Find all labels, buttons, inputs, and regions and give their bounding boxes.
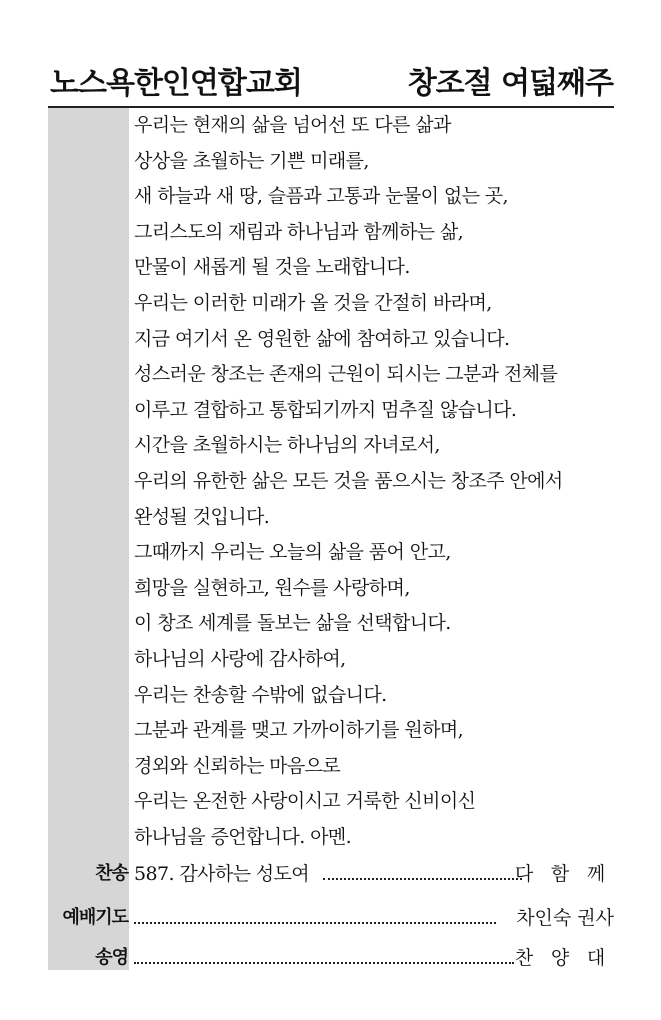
label-column-band bbox=[48, 108, 129, 970]
church-name: 노스욕한인연합교회 bbox=[50, 66, 302, 101]
litany-line: 시간을 초월하시는 하나님의 자녀로서, bbox=[134, 434, 440, 457]
hymn-leader: 다 함 께 bbox=[514, 863, 606, 885]
choir-leader: 찬 양 대 bbox=[514, 947, 606, 969]
order-item-choir bbox=[48, 940, 614, 976]
dot-leader bbox=[134, 962, 514, 964]
litany-line: 우리는 현재의 삶을 넘어선 또 다른 삶과 bbox=[134, 114, 451, 136]
prayer-label: 예배기도 bbox=[62, 907, 128, 928]
choir-label: 송영 bbox=[95, 947, 128, 968]
litany-line: 만물이 새롭게 될 것을 노래합니다. bbox=[134, 256, 410, 279]
order-item-hymn bbox=[48, 856, 614, 892]
litany-line: 희망을 실현하고, 원수를 사랑하며, bbox=[134, 576, 410, 599]
hymn-title: 587. 감사하는 성도여 bbox=[134, 863, 310, 885]
litany-line: 상상을 초월하는 기쁜 미래를, bbox=[134, 149, 369, 172]
litany-line: 우리는 이러한 미래가 올 것을 간절히 바라며, bbox=[134, 291, 492, 314]
litany-line: 새 하늘과 새 땅, 슬픔과 고통과 눈물이 없는 곳, bbox=[134, 185, 508, 208]
litany-line: 경외와 신뢰하는 마음으로 bbox=[134, 754, 341, 777]
litany-line: 우리는 온전한 사랑이시고 거룩한 신비이신 bbox=[134, 790, 476, 813]
liturgical-week: 창조절 여덟째주 bbox=[407, 66, 613, 101]
bulletin-header bbox=[48, 54, 613, 106]
order-item-prayer bbox=[48, 900, 614, 936]
litany-line: 이 창조 세계를 돌보는 삶을 선택합니다. bbox=[134, 612, 451, 635]
litany-line: 하나님을 증언합니다. 아멘. bbox=[134, 825, 352, 848]
dot-leader bbox=[323, 878, 522, 880]
litany-line: 하나님의 사랑에 감사하여, bbox=[134, 647, 346, 670]
litany-line: 우리의 유한한 삶은 모든 것을 품으시는 창조주 안에서 bbox=[134, 469, 563, 492]
hymn-label: 찬송 bbox=[95, 863, 128, 884]
prayer-leader: 차인숙 권사 bbox=[516, 907, 614, 929]
creed-litany bbox=[134, 108, 624, 855]
dot-leader bbox=[134, 922, 496, 924]
litany-line: 우리는 찬송할 수밖에 없습니다. bbox=[134, 683, 387, 706]
litany-line: 그때까지 우리는 오늘의 삶을 품어 안고, bbox=[134, 541, 451, 564]
litany-line: 이루고 결합하고 통합되기까지 멈추질 않습니다. bbox=[134, 398, 517, 421]
litany-line: 그리스도의 재림과 하나님과 함께하는 삶, bbox=[134, 220, 464, 243]
litany-line: 그분과 관계를 맺고 가까이하기를 원하며, bbox=[134, 719, 464, 742]
litany-line: 성스러운 창조는 존재의 근원이 되시는 그분과 전체를 bbox=[134, 363, 558, 386]
litany-line: 지금 여기서 온 영원한 삶에 참여하고 있습니다. bbox=[134, 327, 510, 350]
litany-line: 완성될 것입니다. bbox=[134, 505, 270, 528]
